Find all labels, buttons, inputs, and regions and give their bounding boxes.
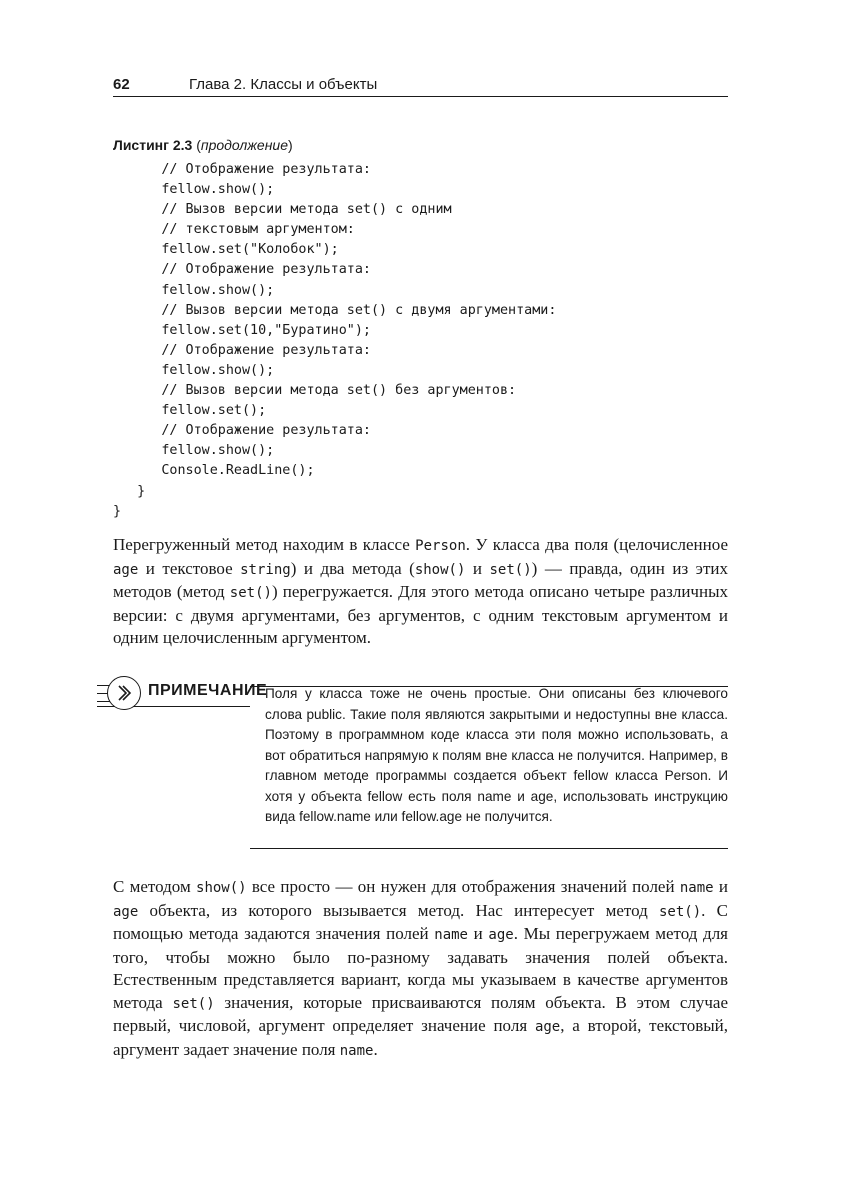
listing-continuation: продолжение: [200, 137, 288, 153]
listing-label: Листинг 2.3: [113, 137, 193, 153]
inline-code: name: [434, 927, 468, 943]
text-run: объекта, из которого вызывается метод. Нас интересует метод: [138, 900, 659, 920]
code-listing: // Отображение результата: fellow.show(); // Вызов версии метода set() с одним // текстовым аргументом: fellow.set("Колобок"); // Отображение результата: fellow.show(); // Вызов версии метода set() с двумя аргументами: fellow.set(10,"Буратино"); // Отображение результата: fellow.show(); // Вызов версии метода set() без аргументов: fellow.set(); // Отображение результата: fellow.show(); Console.ReadLine(); } }: [113, 162, 557, 519]
note-text: Поля у класса тоже не очень простые. Они описаны без ключевого слова public. Такие поля являются закрытыми и недоступны вне класса. Поэтому в программном коде класса эти поля можно использовать, а вот обратиться напрямую к полям вне класса не получится. Например, в главном методе программы создается объект fellow класса Person. И хотя у объекта fellow есть поля name и age, использовать инструкцию вида fellow.name или fellow.age не получится.: [265, 686, 728, 824]
text-run: . У класса два поля (целочисленное: [465, 535, 729, 554]
text-run: .: [373, 1039, 378, 1059]
inline-code: Person: [415, 538, 466, 554]
inline-code: age: [113, 561, 139, 578]
text-run: и: [465, 558, 490, 578]
text-run: значения, которые присваиваются полям объекта. В этом случае первый, числовой, аргумент определяет значение поля: [113, 992, 728, 1035]
text-run: все просто — он нужен для отображения значений полей: [246, 877, 680, 896]
inline-code: show(): [196, 880, 247, 896]
text-run: Перегруженный метод находим в классе: [113, 535, 416, 554]
note-bottom-rule: [250, 848, 728, 849]
text-run: ) и два метода (: [290, 558, 415, 578]
inline-code: name: [679, 880, 714, 896]
text-run: , а второй, текстовый, аргумент задает значение поля: [113, 1016, 728, 1059]
page-number: 62: [113, 76, 130, 93]
inline-code: string: [240, 561, 291, 578]
inline-code: age: [534, 1019, 561, 1035]
page-header: [113, 70, 728, 97]
inline-code: set(): [489, 561, 532, 578]
text-run: ) — правда, один из этих методов (метод: [113, 558, 728, 601]
inline-code: show(): [414, 561, 466, 578]
inline-code: set(): [172, 995, 215, 1012]
text-run: . С помощью метода задаются значения полей: [113, 900, 728, 943]
text-run: и текстовое: [138, 558, 241, 578]
note-label: ПРИМЕЧАНИЕ: [148, 682, 268, 699]
text-run: и: [467, 924, 489, 943]
inline-code: name: [339, 1042, 374, 1059]
text-run: С методом: [113, 877, 197, 896]
chevron-right-icon: [107, 676, 141, 710]
listing-title: Листинг 2.3 (продолжение): [113, 137, 293, 153]
inline-code: set(): [229, 585, 272, 601]
paragraph-show-method: [113, 876, 728, 1062]
inline-code: set(): [659, 903, 702, 920]
text-run: ) перегружается. Для этого метода описано четыре различных версии: с двумя аргументами, без аргументов, с одним текстовым аргументом и одним целочисленным аргументом.: [113, 582, 728, 647]
paragraph-overloaded-method: [113, 534, 728, 650]
text-run: и: [713, 877, 728, 896]
inline-code: age: [488, 927, 514, 943]
inline-code: age: [113, 903, 139, 920]
text-run: . Мы перегружаем метод для того, чтобы можно было по-разному задавать значения полей объекта. Естественным представляется вариант, когда мы указываем в качестве аргументов метода: [113, 924, 728, 1012]
chapter-title: Глава 2. Классы и объекты: [189, 76, 378, 93]
